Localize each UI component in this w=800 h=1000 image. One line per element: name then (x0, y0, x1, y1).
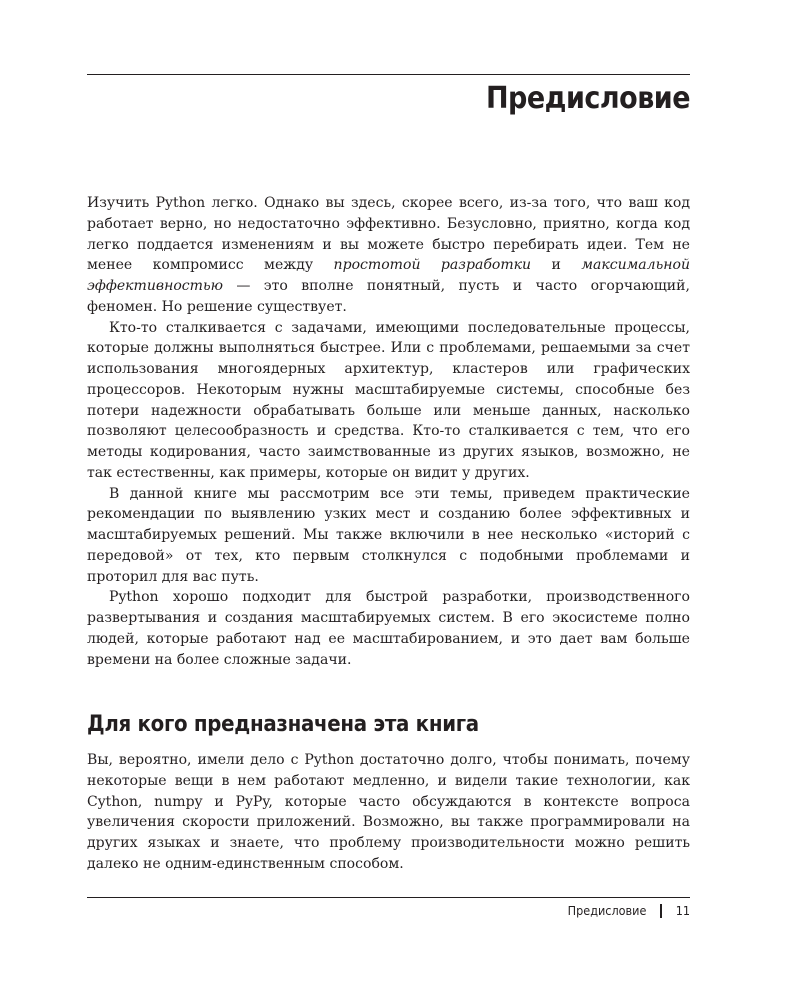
header-rule (87, 74, 690, 75)
intro-paragraph-4: Python хорошо подходит для быстрой разработки, производственного развертывания и создания масштабируемых систем. В его экосистеме полно людей, которые работают над ее масштабированием, и это дает вам больше времени на более сложные задачи. (87, 589, 690, 668)
audience-section (87, 709, 690, 875)
intro-paragraph-1: Изучить Python легко. Однако вы здесь, скорее всего, из-за того, что ваш код работает верно, но недостаточно эффективно. Безусловно, приятно, когда код легко поддается изменениям и вы можете быстро перебирать идеи. Тем не менее компромисс между простотой разработки и максимальной эффективностью — это вполне понятный, пусть и часто огорчающий, феномен. Но решение существует. (87, 195, 691, 315)
intro-paragraph-2: Кто-то сталкивается с задачами, имеющими последовательные процессы, которые должны выполняться быстрее. Или с проблемами, решаемыми за счет использования многоядерных архитектур, кластеров или графических процессоров. Некоторым нужны масштабируемые системы, способные без потери надежности обрабатывать больше или меньше данных, насколько позволяют целесообразность и средства. Кто-то сталкивается с тем, что его методы кодирования, часто заимствованные из других языков, возможно, не так естественны, как примеры, которые он видит у других. (87, 319, 690, 481)
footer-separator (660, 904, 661, 918)
page-number: 11 (675, 903, 690, 918)
section-paragraph-1: Вы, вероятно, имели дело с Python достаточно долго, чтобы понимать, почему некоторые вещи в нем работают медленно, и видели такие технологии, как Cython, numpy и PyPy, которые часто обсуждаются в контексте вопроса увеличения скорости приложений. Возможно, вы также программировали на других языках и знаете, что проблему производительности можно решить далеко не одним-единственным способом. (87, 752, 690, 872)
intro-text (87, 193, 690, 670)
running-title: Предисловие (567, 903, 647, 918)
section-heading: Для кого предназначена эта книга (87, 712, 479, 737)
page-footer (568, 902, 690, 920)
emphasis-max-efficiency: максимальной эффективностью (87, 257, 691, 294)
intro-paragraph-3: В данной книге мы рассмотрим все эти темы, приведем практические рекомендации по выявлению узких мест и созданию более эффективных и масштабируемых решений. Мы также включили в нее несколько «историй с передовой» от тех, кто первым столкнулся с подобными проблемами и проторил для вас путь. (87, 485, 690, 585)
emphasis-dev-simplicity: простотой разработки (333, 257, 532, 274)
footer-rule (87, 897, 690, 898)
chapter-title: Предисловие (485, 81, 690, 116)
